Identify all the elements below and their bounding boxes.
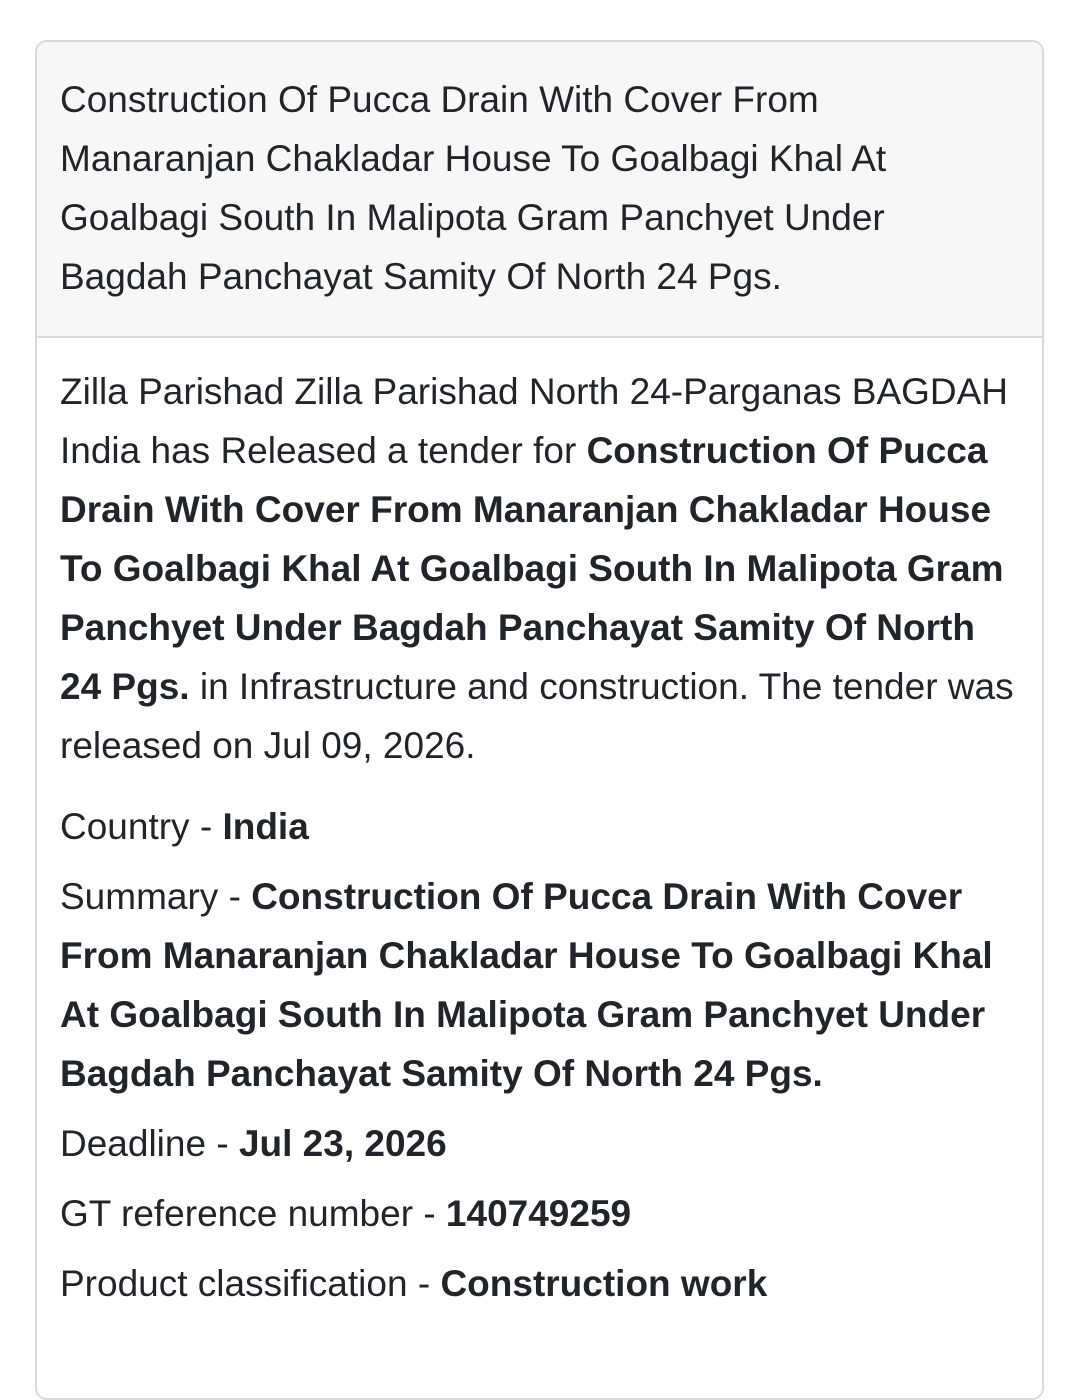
tender-title: Construction Of Pucca Drain With Cover From Manaranjan Chakladar House To Goalbagi Khal At Goalbagi South In Malipota Gram Panchyet Under Bagdah Panchayat Samity Of North 24 Pgs. (37, 42, 1042, 338)
summary-value: Construction Of Pucca Drain With Cover From Manaranjan Chakladar House To Goalbagi Khal At Goalbagi South In Malipota Gram Panchyet Under Bagdah Panchayat Samity Of North 24 Pgs. (60, 876, 993, 1094)
tender-details (37, 338, 1042, 1313)
gt-reference-value: 140749259 (445, 1193, 632, 1234)
deadline-row (60, 1114, 1018, 1173)
summary-label: Summary - (60, 876, 252, 917)
country-row (60, 797, 1018, 856)
description-bold-title: Construction Of Pucca Drain With Cover From Manaranjan Chakladar House To Goalbagi Khal At Goalbagi South In Malipota Gram Panchyet Under Bagdah Panchayat Samity Of North 24 Pgs. (60, 430, 1004, 707)
tender-card (35, 40, 1044, 1400)
country-label: Country - (60, 806, 223, 847)
deadline-value: Jul 23, 2026 (238, 1123, 447, 1164)
tender-description (60, 362, 1018, 775)
product-classification-value: Construction work (440, 1263, 768, 1304)
product-classification-label: Product classification - (60, 1263, 441, 1304)
summary-row (60, 867, 1018, 1103)
description-suffix: in Infrastructure and construction. The tender was released on Jul 09, 2026. (60, 666, 1014, 766)
gt-reference-row (60, 1184, 1018, 1243)
gt-reference-label: GT reference number - (60, 1193, 446, 1234)
deadline-label: Deadline - (60, 1123, 239, 1164)
country-value: India (222, 806, 309, 847)
product-classification-row (60, 1254, 1018, 1313)
description-prefix: Zilla Parishad Zilla Parishad North 24-Parganas BAGDAH India has Released a tender for (60, 371, 1009, 471)
